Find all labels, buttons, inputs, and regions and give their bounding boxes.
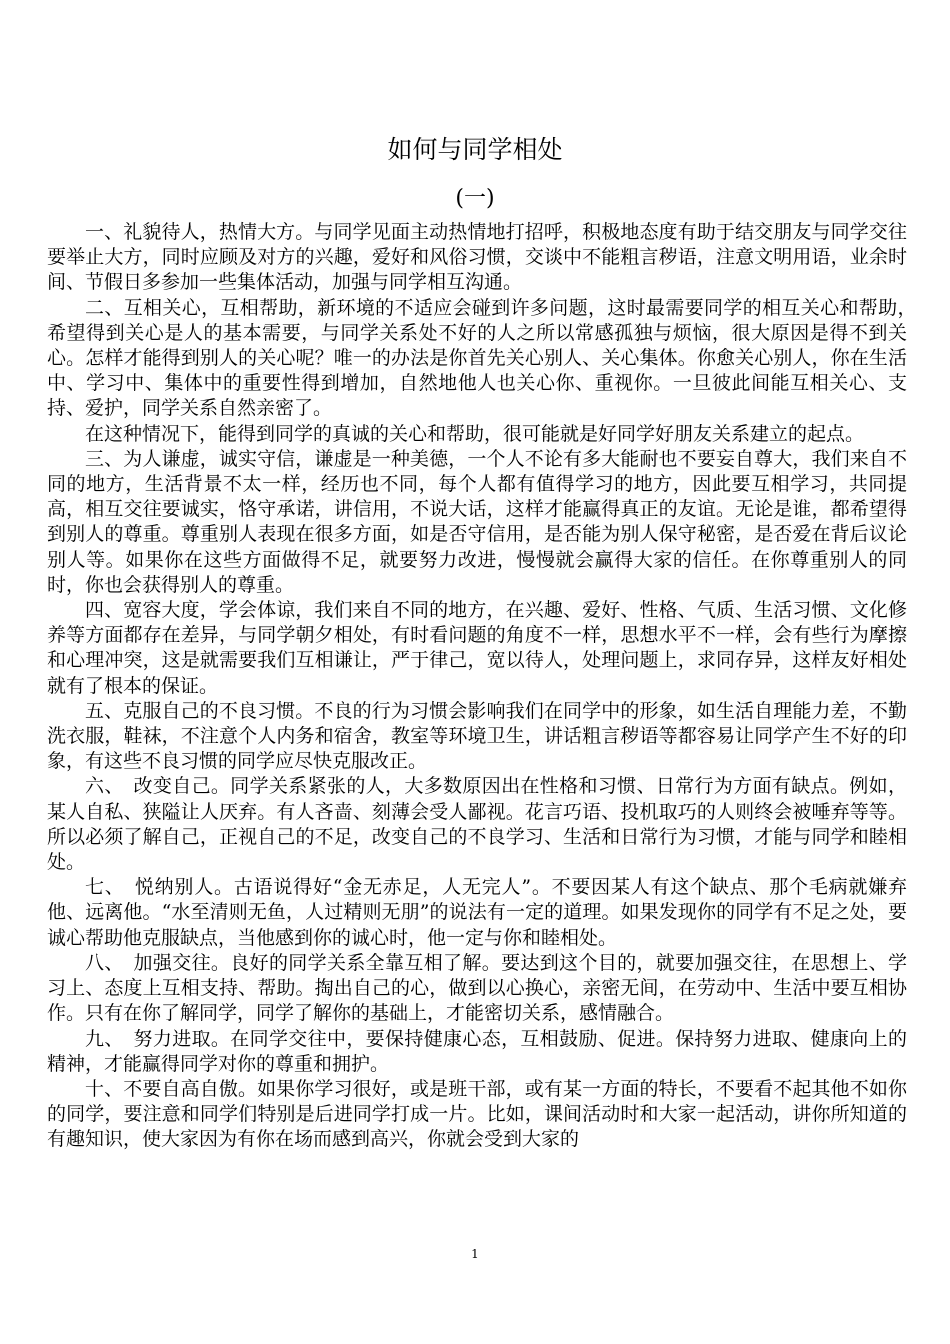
paragraph-7: 六、 改变自己。同学关系紧张的人，大多数原因出在性格和习惯、日常行为方面有缺点。例如，某人自私、狭隘让人厌弃。有人吝啬、刻薄会受人鄙视。花言巧语、投机取巧的人则终会被唾弃等等。所以必须了解自己，正视自己的不足，改变自己的不良学习、生活和日常行为习惯，才能与同学和睦相处。 (47, 775, 907, 874)
document-body (47, 220, 927, 1153)
page-number: 1 (471, 1247, 479, 1261)
paragraph-8: 七、 悦纳别人。古语说得好“金无赤足，人无完人”。不要因某人有这个缺点、那个毛病就嫌弃他、远离他。“水至清则无鱼，人过精则无朋”的说法有一定的道理。如果发现你的同学有不足之处，要诚心帮助他克服缺点，当他感到你的诚心时，他一定与你和睦相处。 (47, 876, 907, 949)
paragraph-9: 八、 加强交往。良好的同学关系全靠互相了解。要达到这个目的，就要加强交往，在思想上、学习上、态度上互相支持、帮助。掏出自己的心，做到以心换心，亲密无间，在劳动中、生活中要互相协作。只有在你了解同学，同学了解你的基础上，才能密切关系，感情融合。 (47, 951, 907, 1025)
paragraph-11: 十、不要自高自傲。如果你学习很好，或是班干部，或有某一方面的特长，不要看不起其他不如你的同学，要注意和同学们特别是后进同学打成一片。比如，课间活动时和大家一起活动，讲你所知道的有趣知识，使大家因为有你在场而感到高兴，你就会受到大家的 (47, 1077, 907, 1151)
paragraph-4: 三、为人谦虚，诚实守信，谦虚是一种美德，一个人不论有多大能耐也不要妄自尊大，我们来自不同的地方，生活背景不太一样，经历也不同，每个人都有值得学习的地方，因此要互相学习，共同提高，相互交往要诚实，恪守承诺，讲信用，不说大话，这样才能赢得真正的友谊。无论是谁，都希望得到别人的尊重。尊重别人表现在很多方面，如是否守信用，是否能为别人保守秘密，是否爱在背后议论别人等。如果你在这些方面做得不足，就要努力改进，慢慢就会赢得大家的信任。在你尊重别人的同时，你也会获得别人的尊重。 (47, 447, 907, 596)
paragraph-1: 一、礼貌待人，热情大方。与同学见面主动热情地打招呼，积极地态度有助于结交朋友与同学交往要举止大方，同时应顾及对方的兴趣，爱好和风俗习惯，交谈中不能粗言秽语，注意文明用语，业余时间、节假日多参加一些集体活动，加强与同学相互沟通。 (47, 221, 907, 294)
document-title: 如何与同学相处 (387, 135, 563, 164)
paragraph-3: 在这种情况下，能得到同学的真诚的关心和帮助，很可能就是好同学好朋友关系建立的起点。 (85, 422, 865, 445)
paragraph-6: 五、克服自己的不良习惯。不良的行为习惯会影响我们在同学中的形象，如生活自理能力差，不勤洗衣服，鞋袜，不注意个人内务和宿舍，教室等环境卫生，讲话粗言秽语等都容易让同学产生不好的印象，有这些不良习惯的同学应尽快克服改正。 (47, 699, 907, 773)
paragraph-5: 四、宽容大度，学会体谅，我们来自不同的地方，在兴趣、爱好、性格、气质、生活习惯、文化修养等方面都存在差异，与同学朝夕相处，有时看问题的角度不一样，思想水平不一样，会有些行为摩擦和心理冲突，这是就需要我们互相谦让，严于律己，宽以待人，处理问题上，求同存异，这样友好相处就有了根本的保证。 (47, 599, 907, 697)
section-subtitle: (一) (455, 186, 495, 211)
paragraph-10: 九、 努力进取。在同学交往中，要保持健康心态，互相鼓励、促进。保持努力进取、健康向上的精神，才能赢得同学对你的尊重和拥护。 (47, 1027, 907, 1075)
paragraph-2: 二、互相关心，互相帮助，新环境的不适应会碰到许多问题，这时最需要同学的相互关心和帮助， 希望得到关心是人的基本需要，与同学关系处不好的人之所以常感孤独与烦恼，很大原因是得不到关心。怎样才能得到别人的关心呢？唯一的办法是你首先关心别人、关心集体。你愈关心别人，你在生活中、学习中、集体中的重要性得到增加，自然地他人也关心你、重视你。一旦彼此间能互相关心、支持、爱护，同学关系自然亲密了。 (47, 296, 927, 420)
